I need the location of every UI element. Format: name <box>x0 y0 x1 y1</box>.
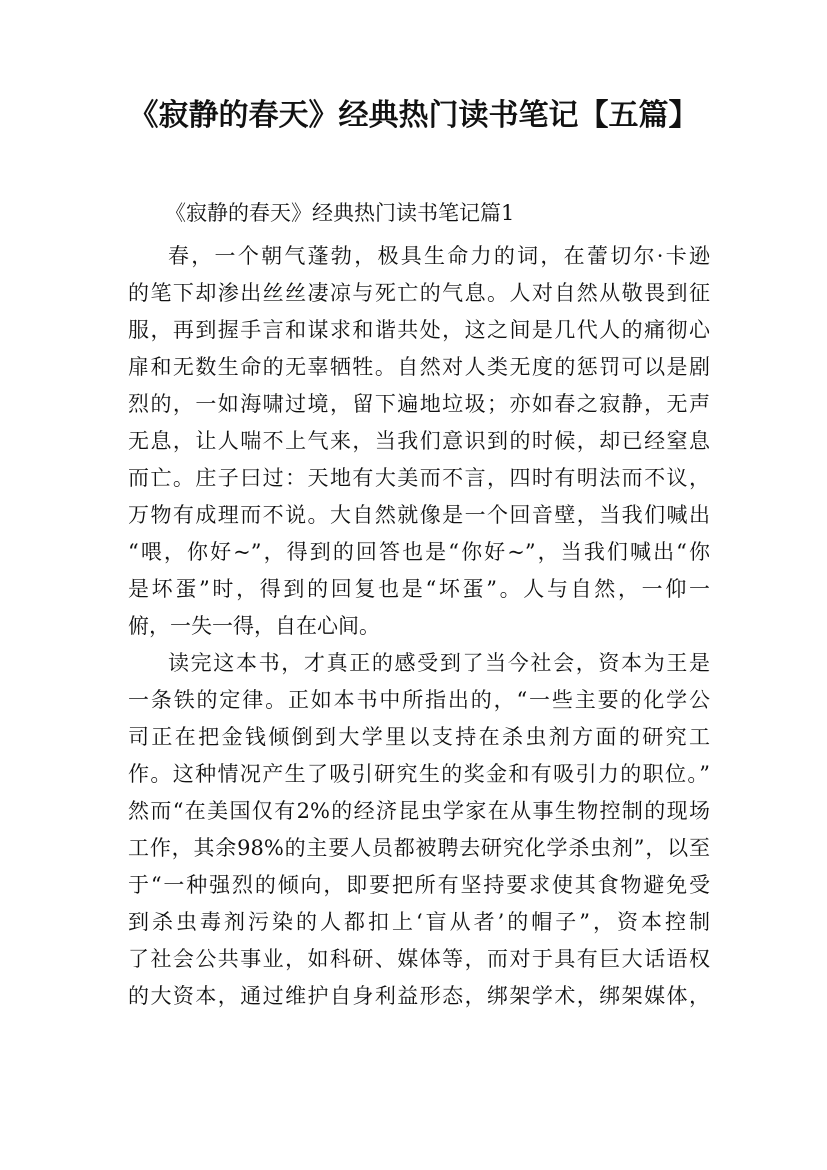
body-line: 俯，一失一得，自在心间。 <box>128 614 380 638</box>
body-line: 到杀虫毒剂污染的人都扣上‘盲从者’的帽子”，资本控制 <box>128 910 710 934</box>
body-line: 工作，其余98%的主要人员都被聘去研究化学杀虫剂”，以至 <box>128 836 710 860</box>
body-line: 烈的，一如海啸过境，留下遍地垃圾；亦如春之寂静，无声 <box>128 392 710 416</box>
document-title: 《寂静的春天》经典热门读书笔记【五篇】 <box>128 98 699 133</box>
body-line: “喂，你好~”，得到的回答也是“你好~”，当我们喊出“你 <box>128 540 710 564</box>
body-line: 一条铁的定律。正如本书中所指出的，“一些主要的化学公 <box>128 688 710 712</box>
body-line: 服，再到握手言和谋求和谐共处，这之间是几代人的痛彻心 <box>128 318 710 342</box>
body-line: 的笔下却渗出丝丝凄凉与死亡的气息。人对自然从敬畏到征 <box>128 281 710 305</box>
body-line: 读完这本书，才真正的感受到了当今社会，资本为王是 <box>168 651 710 675</box>
section-heading: 《寂静的春天》经典热门读书笔记篇1 <box>165 201 515 225</box>
body-line: 于“一种强烈的倾向，即要把所有坚持要求使其食物避免受 <box>128 873 710 897</box>
body-line: 作。这种情况产生了吸引研究生的奖金和有吸引力的职位。” <box>128 762 710 786</box>
body-line: 了社会公共事业，如科研、媒体等，而对于具有巨大话语权 <box>128 947 710 971</box>
body-text <box>128 238 710 1015</box>
body-line: 万物有成理而不说。大自然就像是一个回音壁，当我们喊出 <box>128 503 710 527</box>
body-line: 春，一个朝气蓬勃，极具生命力的词，在蕾切尔·卡逊 <box>168 244 710 268</box>
body-line: 而亡。庄子曰过：天地有大美而不言，四时有明法而不议， <box>128 466 710 490</box>
body-line: 司正在把金钱倾倒到大学里以支持在杀虫剂方面的研究工 <box>128 725 710 749</box>
body-line: 扉和无数生命的无辜牺牲。自然对人类无度的惩罚可以是剧 <box>128 355 710 379</box>
body-line: 然而“在美国仅有2%的经济昆虫学家在从事生物控制的现场 <box>128 799 710 823</box>
body-line: 的大资本，通过维护自身利益形态，绑架学术，绑架媒体， <box>128 984 710 1008</box>
body-line: 是坏蛋”时，得到的回复也是“坏蛋”。人与自然，一仰一 <box>128 577 710 601</box>
body-line: 无息，让人喘不上气来，当我们意识到的时候，却已经窒息 <box>128 429 710 453</box>
